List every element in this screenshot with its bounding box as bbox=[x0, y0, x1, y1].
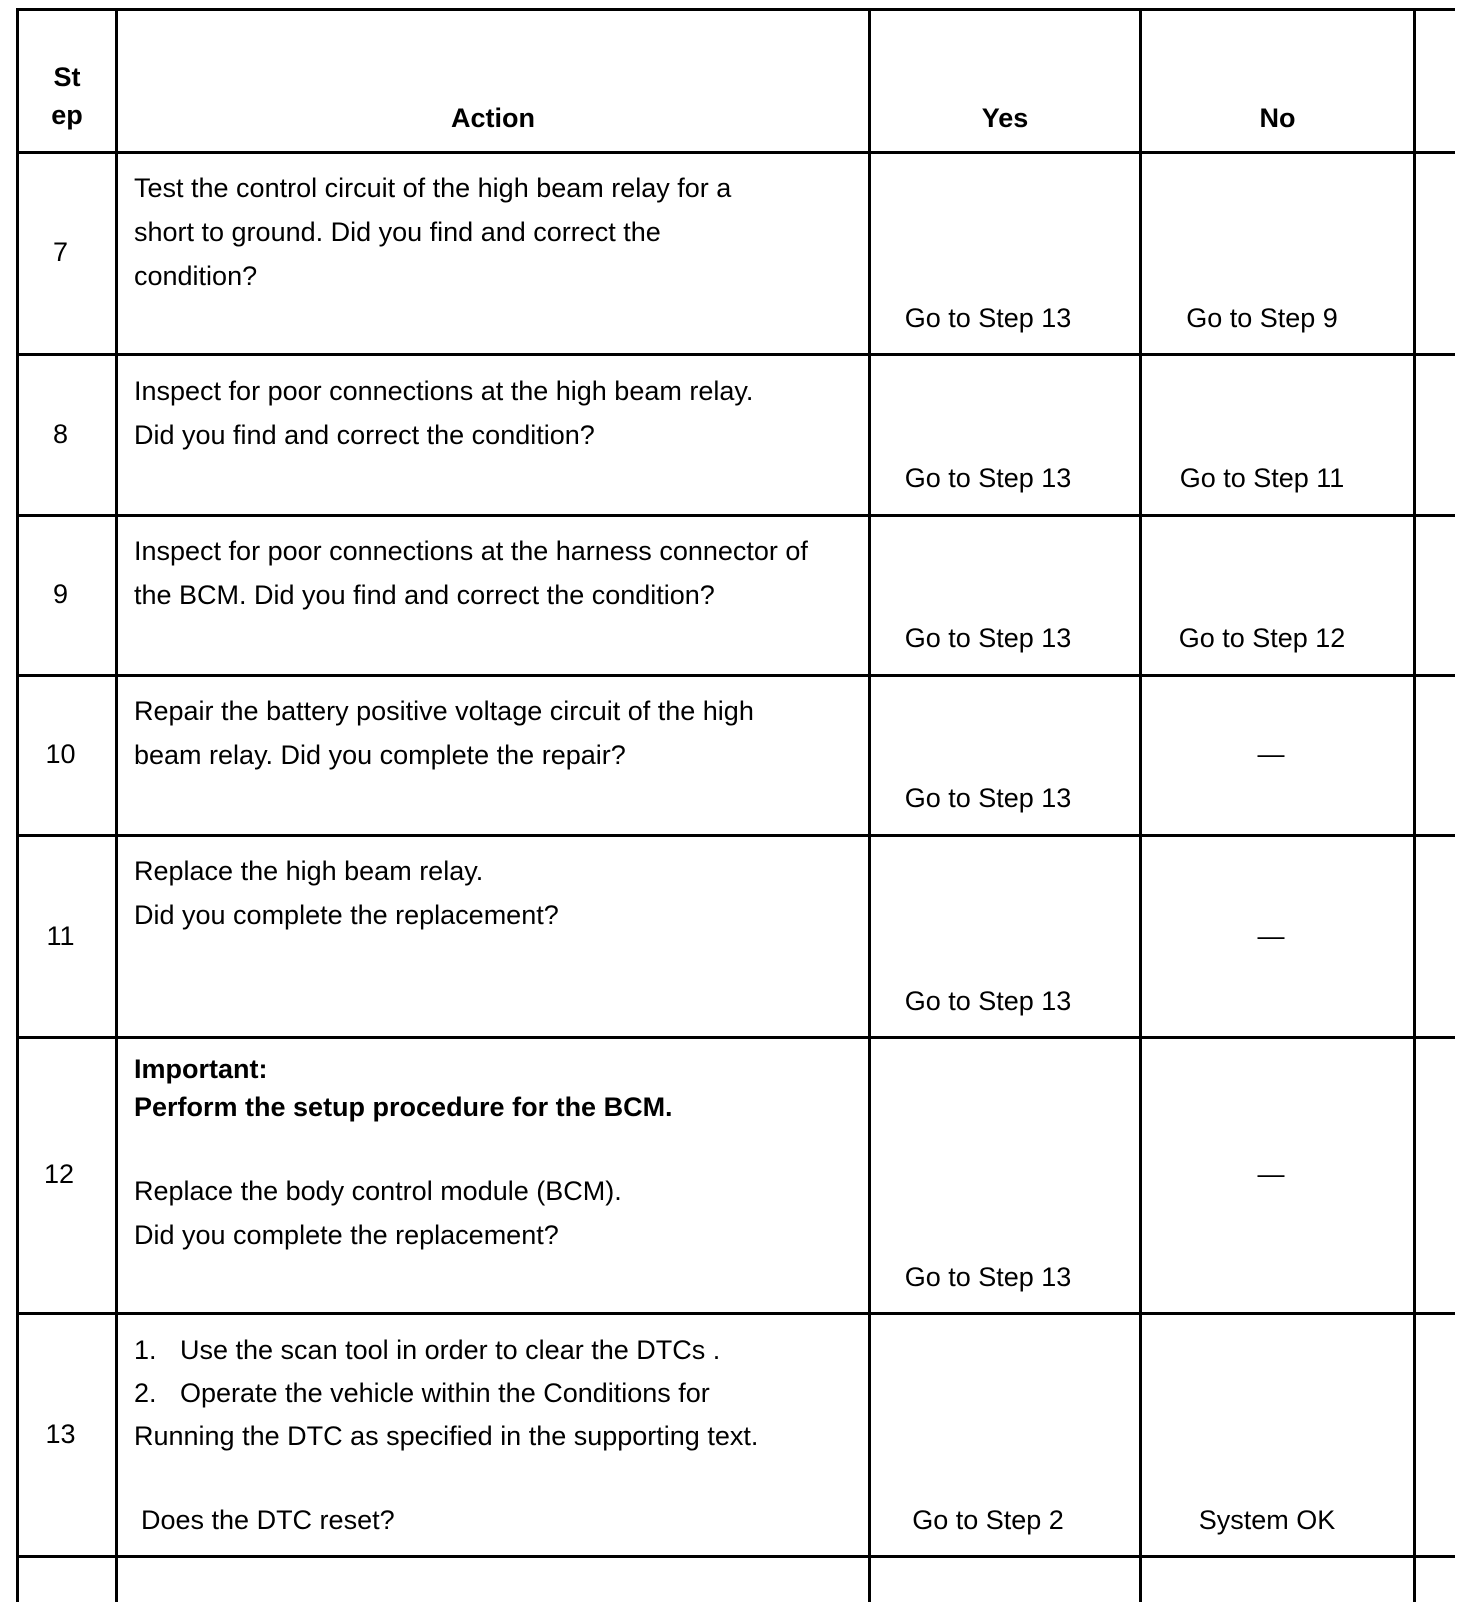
row-divider bbox=[17, 834, 1455, 837]
action-question: Does the DTC reset? bbox=[141, 1505, 395, 1535]
step-number: 10 bbox=[45, 739, 76, 769]
yes-result: Go to Step 13 bbox=[904, 623, 1072, 653]
list-number: 2. bbox=[134, 1378, 157, 1408]
yes-result: Go to Step 13 bbox=[904, 1262, 1072, 1292]
yes-result: Go to Step 13 bbox=[904, 986, 1072, 1016]
header-step: St ep bbox=[51, 62, 83, 130]
no-result: System OK bbox=[1198, 1505, 1336, 1535]
step-number: 11 bbox=[46, 921, 75, 951]
step-number: 13 bbox=[45, 1419, 76, 1449]
list-text: Operate the vehicle within the Conditions for bbox=[180, 1378, 710, 1408]
no-result: — bbox=[1257, 1159, 1285, 1189]
header-action: Action bbox=[451, 103, 535, 133]
table-border-right bbox=[1413, 8, 1416, 1602]
header-yes: Yes bbox=[981, 103, 1029, 133]
important-note: Perform the setup procedure for the BCM. bbox=[134, 1092, 673, 1122]
table-border-bottom bbox=[17, 1555, 1455, 1558]
no-result: — bbox=[1257, 739, 1285, 769]
yes-result: Go to Step 13 bbox=[904, 303, 1072, 333]
list-number: 1. bbox=[134, 1335, 157, 1365]
no-result: — bbox=[1257, 921, 1285, 951]
step-number: 9 bbox=[52, 579, 69, 609]
step-number: 7 bbox=[52, 237, 69, 267]
list-item bbox=[134, 1328, 720, 1372]
row-divider bbox=[17, 514, 1455, 517]
action-text: Inspect for poor connections at the harness connector of the BCM. Did you find and correct the condition? bbox=[134, 536, 808, 610]
row-divider bbox=[17, 353, 1455, 356]
column-divider bbox=[1139, 8, 1142, 1602]
column-divider bbox=[115, 8, 118, 1602]
action-continuation: Running the DTC as specified in the supporting text. bbox=[134, 1421, 759, 1451]
list-text: Use the scan tool in order to clear the DTCs . bbox=[180, 1335, 721, 1365]
no-result: Go to Step 9 bbox=[1186, 303, 1338, 333]
yes-result: Go to Step 2 bbox=[912, 1505, 1064, 1535]
action-text: Repair the battery positive voltage circuit of the high beam relay. Did you complete the repair? bbox=[134, 696, 754, 770]
row-divider bbox=[17, 674, 1455, 677]
yes-result: Go to Step 13 bbox=[904, 463, 1072, 493]
header-divider bbox=[17, 151, 1455, 154]
row-divider bbox=[17, 1312, 1455, 1315]
table-border-top bbox=[17, 8, 1455, 11]
list-item bbox=[134, 1371, 710, 1415]
step-number: 12 bbox=[43, 1159, 75, 1189]
step-number: 8 bbox=[52, 419, 69, 449]
row-divider bbox=[17, 1036, 1455, 1039]
no-result: Go to Step 11 bbox=[1179, 463, 1345, 493]
no-result: Go to Step 12 bbox=[1178, 623, 1346, 653]
action-text: Replace the high beam relay. Did you complete the replacement? bbox=[134, 856, 559, 930]
action-text: Test the control circuit of the high beam relay for a short to ground. Did you find and correct the condition? bbox=[134, 173, 732, 291]
important-label: Important: bbox=[134, 1054, 268, 1084]
header-no: No bbox=[1259, 103, 1296, 133]
yes-result: Go to Step 13 bbox=[904, 783, 1072, 813]
action-text: Replace the body control module (BCM). Did you complete the replacement? bbox=[134, 1176, 622, 1250]
action-text: Inspect for poor connections at the high beam relay. Did you find and correct the condition? bbox=[134, 376, 754, 450]
